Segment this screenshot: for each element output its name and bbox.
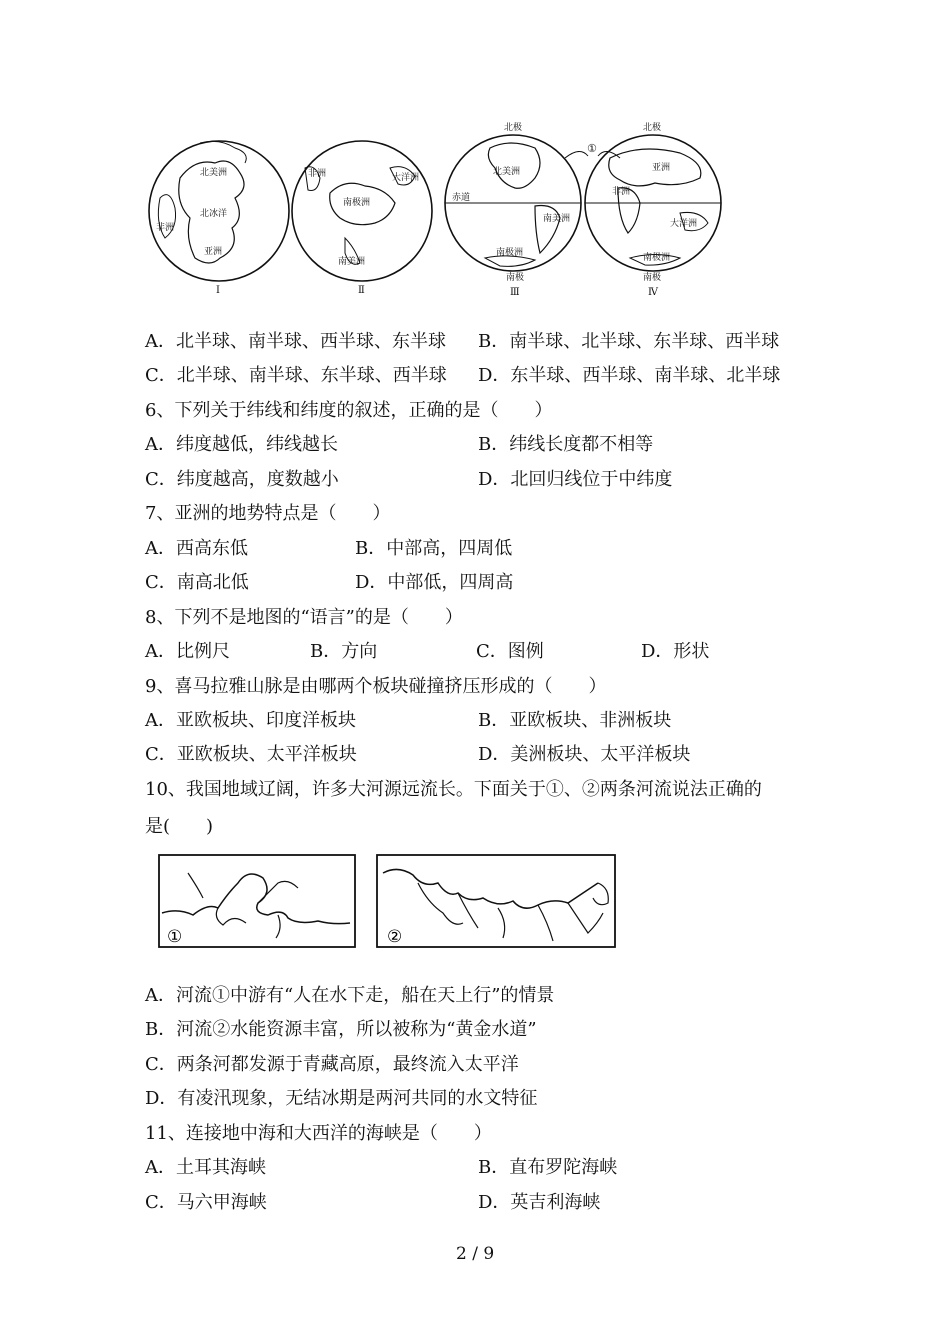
q6-option-c: C．纬度越高，度数越小	[145, 469, 339, 490]
q5-option-c: C．北半球、南半球、东半球、西半球	[145, 365, 447, 386]
q7-option-c: C．南高北低	[145, 572, 249, 593]
g1-asia: 亚洲	[204, 247, 223, 257]
q10-option-c: C．两条河都发源于青藏高原，最终流入太平洋	[145, 1054, 519, 1075]
q7-option-a: A．西高东低	[145, 538, 248, 559]
q6-option-a: A．纬度越低，纬线越长	[145, 434, 338, 455]
q11-option-d: D．英吉利海峡	[478, 1192, 601, 1213]
q9-option-b: B．亚欧板块、非洲板块	[478, 710, 672, 731]
q8-option-c: C．图例	[476, 641, 544, 662]
g4-north-pole: 北极	[643, 123, 662, 133]
q10-stem-line2: 是( )	[145, 816, 214, 837]
q10-option-d: D．有凌汛现象，无结冰期是两河共同的水文特征	[145, 1088, 538, 1109]
svg-text:①: ①	[587, 142, 597, 155]
globe-3	[445, 121, 581, 298]
g2-oceania: 大洋洲	[392, 173, 420, 183]
q10-stem-line1: 10、我国地域辽阔，许多大河源远流长。下面关于①、②两条河流说法正确的	[145, 779, 762, 800]
q6-option-b: B．纬线长度都不相等	[478, 434, 654, 455]
g3-south-america: 南美洲	[543, 214, 571, 224]
q5-option-d: D．东半球、西半球、南半球、北半球	[478, 365, 781, 386]
g4-south-pole: 南极	[643, 273, 662, 283]
river-map-1	[159, 855, 355, 947]
globe-1-label: Ⅰ	[216, 285, 220, 296]
g3-north-america: 北美洲	[493, 167, 521, 177]
q11-stem: 11、连接地中海和大西洋的海峡是（ ）	[145, 1123, 492, 1144]
q11-option-c: C．马六甲海峡	[145, 1192, 267, 1213]
q7-option-d: D．中部低，四周高	[355, 572, 514, 593]
globe-1	[149, 141, 289, 296]
map2-label: ②	[387, 927, 403, 947]
globe-4-label: Ⅳ	[648, 287, 658, 298]
river-maps	[158, 853, 618, 951]
page-number: 2 / 9	[456, 1244, 495, 1264]
q11-option-b: B．直布罗陀海峡	[478, 1157, 618, 1178]
g1-arctic-ocean: 北冰洋	[200, 209, 228, 219]
hemisphere-figure	[140, 118, 730, 302]
circle-marker	[565, 142, 620, 158]
q10-option-b: B．河流②水能资源丰富，所以被称为“黄金水道”	[145, 1019, 537, 1040]
globe-4	[585, 121, 721, 298]
g1-africa: 非洲	[156, 223, 175, 233]
q9-option-c: C．亚欧板块、太平洋板块	[145, 744, 357, 765]
g2-africa: 非洲	[308, 169, 327, 179]
q6-stem: 6、下列关于纬线和纬度的叙述，正确的是（ ）	[145, 400, 553, 421]
g4-oceania: 大洋洲	[670, 219, 698, 229]
river-map-2	[377, 855, 615, 947]
globe-3-label: Ⅲ	[510, 287, 520, 298]
g3-north-pole: 北极	[504, 123, 523, 133]
q8-option-d: D．形状	[641, 641, 710, 662]
g2-antarctica: 南极洲	[343, 198, 371, 208]
q9-option-d: D．美洲板块、太平洋板块	[478, 744, 691, 765]
g3-south-pole: 南极	[506, 273, 525, 283]
q7-stem: 7、亚洲的地势特点是（ ）	[145, 503, 391, 524]
g4-africa: 非洲	[612, 187, 631, 197]
globe-2-label: Ⅱ	[358, 285, 365, 296]
map1-label: ①	[167, 927, 183, 947]
q10-option-a: A．河流①中游有“人在水下走，船在天上行”的情景	[145, 985, 555, 1006]
g3-equator: 赤道	[452, 193, 471, 203]
q8-option-a: A．比例尺	[145, 641, 230, 662]
q8-stem: 8、下列不是地图的“语言”的是（ ）	[145, 607, 463, 628]
q8-option-b: B．方向	[310, 641, 378, 662]
g1-north-america: 北美洲	[200, 168, 228, 178]
g2-south-america: 南美洲	[338, 257, 366, 267]
q5-option-a: A．北半球、南半球、西半球、东半球	[145, 331, 446, 352]
globe-2	[292, 141, 432, 296]
q9-option-a: A．亚欧板块、印度洋板块	[145, 710, 356, 731]
q7-option-b: B．中部高，四周低	[355, 538, 513, 559]
q9-stem: 9、喜马拉雅山脉是由哪两个板块碰撞挤压形成的（ ）	[145, 676, 607, 697]
g3-antarctica: 南极洲	[496, 248, 524, 258]
q5-option-b: B．南半球、北半球、东半球、西半球	[478, 331, 780, 352]
q11-option-a: A．土耳其海峡	[145, 1157, 266, 1178]
g4-asia: 亚洲	[652, 163, 671, 173]
q6-option-d: D．北回归线位于中纬度	[478, 469, 673, 490]
g4-antarctica: 南极洲	[643, 253, 671, 263]
